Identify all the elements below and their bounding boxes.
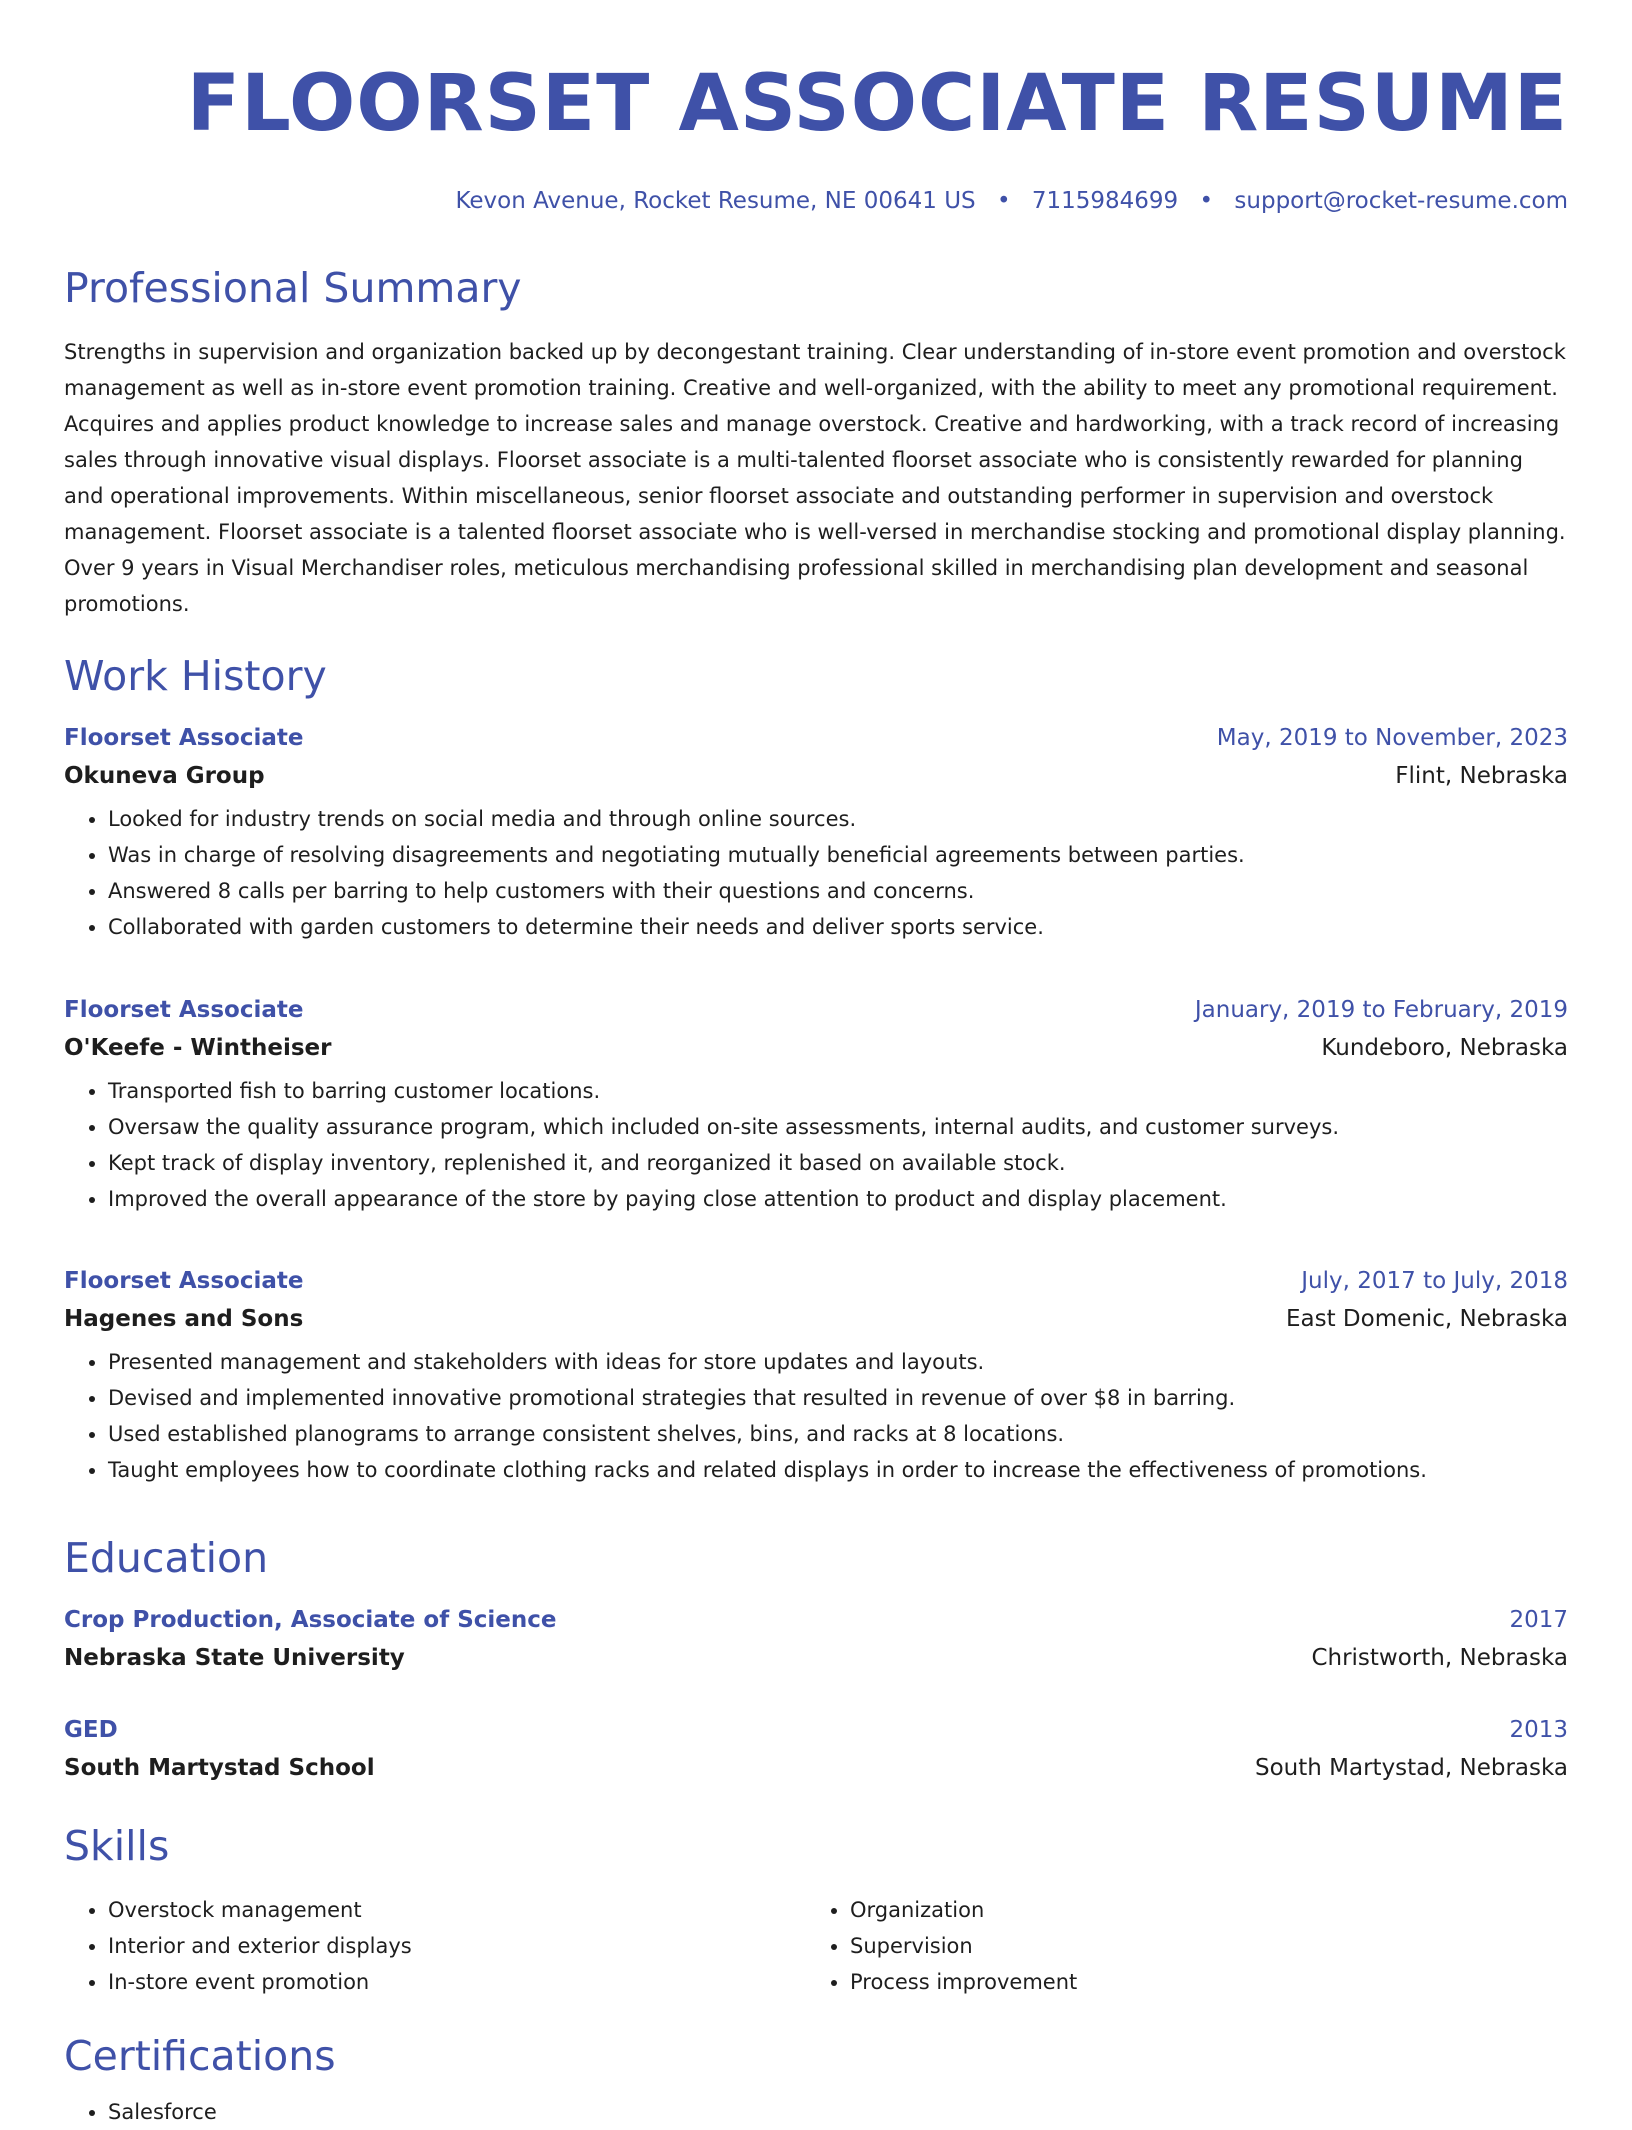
education-entry xyxy=(64,1605,1568,1673)
education-degree: Crop Production, Associate of Science xyxy=(64,1607,557,1633)
job-bullets xyxy=(64,801,1568,945)
list-item: • Taught employees how to coordinate clothing racks and related displays in order to increase the effectiveness of promotions. xyxy=(108,1452,1568,1488)
summary-text: Strengths in supervision and organization backed up by decongestant training. Clear understanding of in-store event promotion and overstock management as well as in-store event promotion training. Creative and well-organized, with the ability to meet any promotional requirement. Acquires and applies product knowledge to increase sales and manage overstock. Creative and hardworking, with a track record of increasing sales through innovative visual displays. Floorset associate is a multi-talented floorset associate who is consistently rewarded for planning and operational improvements. Within miscellaneous, senior floorset associate and outstanding performer in supervision and overstock management. Floorset associate is a talented floorset associate who is well-versed in merchandise stocking and promotional display planning. Over 9 years in Visual Merchandiser roles, meticulous merchandising professional skilled in merchandising plan development and seasonal promotions. xyxy=(64,340,1566,616)
list-item: • Organization xyxy=(850,1892,1548,1928)
contact-phone: 7115984699 xyxy=(1031,188,1179,214)
separator-dot: • xyxy=(996,188,1011,214)
job-location: East Domenic, Nebraska xyxy=(1285,1306,1568,1332)
list-item: • In-store event promotion xyxy=(108,1964,806,2000)
list-item: • Collaborated with garden customers to determine their needs and deliver sports service. xyxy=(108,909,1568,945)
list-item: • Interior and exterior displays xyxy=(108,1928,806,1964)
job-dates: July, 2017 to July, 2018 xyxy=(1301,1268,1568,1294)
list-item: • Transported fish to barring customer locations. xyxy=(108,1073,1568,1109)
job-company: Hagenes and Sons xyxy=(64,1306,304,1332)
job-entry xyxy=(64,995,1568,1217)
list-item: • Oversaw the quality assurance program, which included on-site assessments, internal audits, and customer surveys. xyxy=(108,1109,1568,1145)
job-company: Okuneva Group xyxy=(64,763,265,789)
job-location: Kundeboro, Nebraska xyxy=(1321,1035,1568,1061)
skills-column-left xyxy=(64,1892,806,2000)
contact-address: Kevon Avenue, Rocket Resume, NE 00641 US xyxy=(455,188,976,214)
job-entry xyxy=(64,1266,1568,1488)
job-entry xyxy=(64,723,1568,945)
list-item: • Kept track of display inventory, replenished it, and reorganized it based on available stock. xyxy=(108,1145,1568,1181)
list-item: • Used established planograms to arrange consistent shelves, bins, and racks at 8 locations. xyxy=(108,1416,1568,1452)
job-location: Flint, Nebraska xyxy=(1395,763,1568,789)
education-degree: GED xyxy=(64,1717,118,1743)
list-item: • Looked for industry trends on social media and through online sources. xyxy=(108,801,1568,837)
skills-column-right xyxy=(806,1892,1548,2000)
skills-heading: Skills xyxy=(64,1822,170,1870)
summary-heading: Professional Summary xyxy=(64,264,522,312)
education-entry xyxy=(64,1715,1568,1783)
job-role: Floorset Associate xyxy=(64,725,304,751)
list-item: • Answered 8 calls per barring to help customers with their questions and concerns. xyxy=(108,873,1568,909)
work-history-heading: Work History xyxy=(64,652,327,700)
education-year: 2017 xyxy=(1509,1607,1568,1633)
list-item: • Was in charge of resolving disagreements and negotiating mutually beneficial agreements between parties. xyxy=(108,837,1568,873)
education-location: South Martystad, Nebraska xyxy=(1255,1755,1568,1781)
job-dates: May, 2019 to November, 2023 xyxy=(1216,725,1568,751)
contact-line xyxy=(64,186,1568,216)
list-item: • Presented management and stakeholders with ideas for store updates and layouts. xyxy=(108,1344,1568,1380)
education-location: Christworth, Nebraska xyxy=(1311,1645,1568,1671)
job-bullets xyxy=(64,1073,1568,1217)
certifications-list xyxy=(64,2094,1568,2130)
skills-list xyxy=(64,1892,1568,2000)
education-school: South Martystad School xyxy=(64,1755,375,1781)
job-company: O'Keefe - Wintheiser xyxy=(64,1035,332,1061)
certifications-heading: Certifications xyxy=(64,2032,336,2080)
contact-email: support@rocket-resume.com xyxy=(1234,188,1568,214)
list-item: • Overstock management xyxy=(108,1892,806,1928)
education-heading: Education xyxy=(64,1534,269,1582)
list-item: • Devised and implemented innovative promotional strategies that resulted in revenue of over $8 in barring. xyxy=(108,1380,1568,1416)
job-bullets xyxy=(64,1344,1568,1488)
education-year: 2013 xyxy=(1509,1717,1568,1743)
list-item: • Process improvement xyxy=(850,1964,1548,2000)
resume-title: FLOORSET ASSOCIATE RESUME xyxy=(186,59,1568,149)
job-role: Floorset Associate xyxy=(64,1268,304,1294)
list-item: • Improved the overall appearance of the store by paying close attention to product and display placement. xyxy=(108,1181,1568,1217)
job-role: Floorset Associate xyxy=(64,997,304,1023)
separator-dot: • xyxy=(1199,188,1214,214)
education-school: Nebraska State University xyxy=(64,1645,405,1671)
list-item: • Salesforce xyxy=(108,2094,1568,2130)
list-item: • Supervision xyxy=(850,1928,1548,1964)
job-dates: January, 2019 to February, 2019 xyxy=(1194,997,1568,1023)
